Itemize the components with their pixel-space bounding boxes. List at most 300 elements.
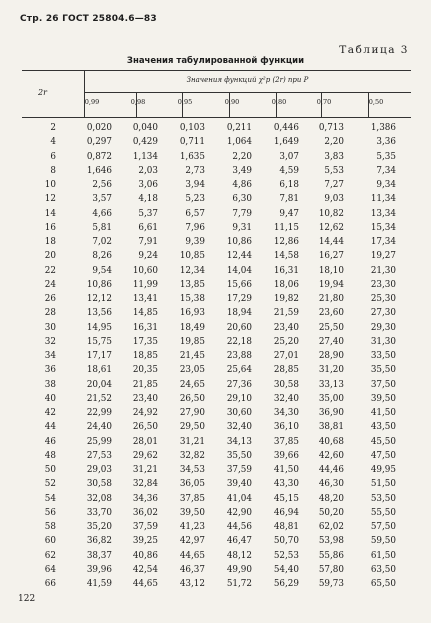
cell-value: 34,30 xyxy=(273,408,299,418)
cell-value: 0,297 xyxy=(86,137,112,148)
cell-value: 18,49 xyxy=(179,322,205,333)
cell-value: 16,93 xyxy=(179,308,205,319)
table-row xyxy=(0,535,431,547)
cell-value: 27,30 xyxy=(370,308,396,319)
cell-value: 21,85 xyxy=(132,379,158,390)
p-value-header: 0,99 xyxy=(84,98,100,106)
cell-value: 30,58 xyxy=(273,379,299,390)
cell-value: 33,70 xyxy=(86,507,112,518)
cell-value: 45,15 xyxy=(273,493,299,504)
cell-value: 16,27 xyxy=(318,251,344,262)
cell-value: 0,446 xyxy=(273,123,299,133)
cell-value: 9,24 xyxy=(138,251,158,262)
cell-value: 6,61 xyxy=(138,222,158,233)
p-value-header: 0,90 xyxy=(224,98,240,106)
cell-value: 55,50 xyxy=(370,507,396,518)
cell-value: 16,31 xyxy=(132,322,158,333)
cell-2r: 38 xyxy=(44,379,56,390)
cell-value: 25,99 xyxy=(86,436,112,447)
header-divider xyxy=(84,92,411,93)
cell-value: 24,40 xyxy=(86,422,112,433)
cell-value: 41,59 xyxy=(86,579,112,589)
p-value-header: 0,70 xyxy=(316,98,332,106)
cell-value: 39,96 xyxy=(86,564,112,575)
cell-value: 37,59 xyxy=(132,522,158,532)
cell-value: 50,20 xyxy=(318,507,344,518)
cell-value: 15,34 xyxy=(370,222,396,233)
cell-2r: 24 xyxy=(44,279,56,290)
table-row xyxy=(0,550,431,562)
cell-value: 37,85 xyxy=(179,493,205,504)
cell-2r: 22 xyxy=(44,265,56,276)
table-row xyxy=(0,208,431,220)
table-row xyxy=(0,293,431,305)
table-title: Значения табулированной функции xyxy=(126,56,305,66)
cell-value: 2,73 xyxy=(185,165,205,176)
cell-value: 21,52 xyxy=(86,393,112,404)
cell-value: 2,20 xyxy=(232,151,252,162)
cell-value: 14,95 xyxy=(86,322,112,333)
cell-value: 25,20 xyxy=(273,336,299,347)
cell-2r: 60 xyxy=(44,536,56,547)
cell-value: 5,81 xyxy=(92,222,112,233)
cell-value: 7,79 xyxy=(232,208,252,219)
cell-value: 19,94 xyxy=(318,279,344,290)
cell-value: 27,53 xyxy=(86,450,112,461)
table-top-rule xyxy=(22,70,411,71)
cell-value: 15,38 xyxy=(179,294,205,304)
cell-value: 31,30 xyxy=(370,336,396,347)
cell-2r: 36 xyxy=(44,365,56,376)
cell-value: 2,56 xyxy=(92,180,112,190)
cell-value: 28,85 xyxy=(273,365,299,376)
p-value-header: 0,50 xyxy=(368,98,384,106)
cell-value: 17,29 xyxy=(226,294,252,304)
cell-value: 28,90 xyxy=(318,351,344,361)
cell-value: 63,50 xyxy=(370,564,396,575)
cell-value: 5,37 xyxy=(138,208,158,219)
table-row xyxy=(0,407,431,419)
cell-value: 43,50 xyxy=(370,422,396,433)
table-row xyxy=(0,393,431,405)
cell-2r: 10 xyxy=(44,180,56,190)
cell-value: 0,020 xyxy=(86,123,112,133)
cell-value: 38,81 xyxy=(318,422,344,433)
cell-value: 1,386 xyxy=(370,123,396,133)
cell-value: 20,60 xyxy=(226,322,252,333)
cell-value: 53,98 xyxy=(318,536,344,547)
cell-value: 47,50 xyxy=(370,450,396,461)
cell-2r: 18 xyxy=(44,237,56,247)
cell-value: 18,85 xyxy=(132,351,158,361)
table-label: Таблица 3 xyxy=(339,44,409,56)
cell-value: 18,06 xyxy=(273,279,299,290)
cell-value: 23,40 xyxy=(273,322,299,333)
cell-value: 44,65 xyxy=(132,579,158,589)
cell-value: 43,12 xyxy=(179,579,205,589)
cell-value: 21,45 xyxy=(179,351,205,361)
cell-value: 17,34 xyxy=(370,237,396,247)
cell-value: 34,36 xyxy=(132,493,158,504)
cell-value: 23,05 xyxy=(179,365,205,376)
cell-value: 11,15 xyxy=(273,222,299,233)
cell-value: 21,30 xyxy=(370,265,396,276)
cell-value: 33,50 xyxy=(370,351,396,361)
cell-value: 30,60 xyxy=(226,408,252,418)
cell-value: 49,95 xyxy=(370,465,396,475)
table-row xyxy=(0,122,431,134)
cell-value: 0,103 xyxy=(179,123,205,133)
cell-value: 10,86 xyxy=(226,237,252,247)
cell-value: 44,65 xyxy=(179,550,205,561)
cell-value: 44,46 xyxy=(318,465,344,475)
cell-value: 2,20 xyxy=(324,137,344,148)
cell-value: 10,60 xyxy=(132,265,158,276)
cell-value: 42,60 xyxy=(318,450,344,461)
cell-value: 11,34 xyxy=(370,194,396,205)
cell-value: 19,85 xyxy=(179,336,205,347)
cell-value: 12,62 xyxy=(318,222,344,233)
table-row xyxy=(0,464,431,476)
cell-value: 15,66 xyxy=(226,279,252,290)
cell-value: 29,10 xyxy=(226,393,252,404)
cell-value: 35,20 xyxy=(86,522,112,532)
cell-value: 10,82 xyxy=(318,208,344,219)
cell-value: 23,40 xyxy=(132,393,158,404)
table-row xyxy=(0,364,431,376)
cell-value: 33,13 xyxy=(318,379,344,390)
table-row xyxy=(0,578,431,590)
cell-value: 7,91 xyxy=(138,237,158,247)
cell-value: 31,21 xyxy=(179,436,205,447)
cell-value: 41,50 xyxy=(273,465,299,475)
cell-value: 27,36 xyxy=(226,379,252,390)
cell-value: 49,90 xyxy=(226,564,252,575)
cell-value: 12,86 xyxy=(273,237,299,247)
table-row xyxy=(0,564,431,576)
cell-value: 14,85 xyxy=(132,308,158,319)
cell-2r: 32 xyxy=(44,336,56,347)
cell-value: 17,17 xyxy=(86,351,112,361)
cell-value: 26,50 xyxy=(179,393,205,404)
cell-value: 14,04 xyxy=(226,265,252,276)
cell-value: 9,31 xyxy=(232,222,252,233)
cell-value: 51,72 xyxy=(226,579,252,589)
cell-value: 0,040 xyxy=(132,123,158,133)
cell-value: 17,35 xyxy=(132,336,158,347)
cell-value: 13,34 xyxy=(370,208,396,219)
table-row xyxy=(0,421,431,433)
cell-value: 59,73 xyxy=(318,579,344,589)
cell-value: 54,40 xyxy=(273,564,299,575)
column-group-header: Значения функций χ²p (2r) при P xyxy=(186,76,309,84)
cell-value: 29,62 xyxy=(132,450,158,461)
table-row xyxy=(0,236,431,248)
cell-value: 10,85 xyxy=(179,251,205,262)
cell-value: 22,99 xyxy=(86,408,112,418)
cell-value: 39,25 xyxy=(132,536,158,547)
cell-value: 32,82 xyxy=(179,450,205,461)
cell-value: 61,50 xyxy=(370,550,396,561)
cell-value: 51,50 xyxy=(370,479,396,490)
cell-value: 2,03 xyxy=(138,165,158,176)
cell-value: 0,429 xyxy=(132,137,158,148)
cell-value: 32,40 xyxy=(273,393,299,404)
cell-value: 12,12 xyxy=(86,294,112,304)
cell-value: 20,04 xyxy=(86,379,112,390)
table-row xyxy=(0,322,431,334)
cell-value: 3,49 xyxy=(232,165,252,176)
cell-value: 20,35 xyxy=(132,365,158,376)
cell-value: 22,18 xyxy=(226,336,252,347)
cell-value: 59,50 xyxy=(370,536,396,547)
cell-value: 21,59 xyxy=(273,308,299,319)
table-row xyxy=(0,450,431,462)
cell-value: 14,44 xyxy=(318,237,344,247)
cell-value: 28,01 xyxy=(132,436,158,447)
cell-2r: 28 xyxy=(44,308,56,319)
table-row xyxy=(0,165,431,177)
table-row xyxy=(0,279,431,291)
cell-value: 36,02 xyxy=(132,507,158,518)
cell-value: 24,92 xyxy=(132,408,158,418)
cell-value: 48,81 xyxy=(273,522,299,532)
cell-value: 27,90 xyxy=(179,408,205,418)
cell-value: 13,56 xyxy=(86,308,112,319)
table-row xyxy=(0,307,431,319)
cell-2r: 46 xyxy=(44,436,56,447)
cell-value: 12,44 xyxy=(226,251,252,262)
cell-2r: 52 xyxy=(44,479,56,490)
cell-value: 42,54 xyxy=(132,564,158,575)
cell-value: 32,08 xyxy=(86,493,112,504)
cell-value: 40,68 xyxy=(318,436,344,447)
cell-value: 0,711 xyxy=(179,137,205,148)
cell-2r: 20 xyxy=(44,251,56,262)
cell-value: 29,50 xyxy=(179,422,205,433)
cell-value: 19,82 xyxy=(273,294,299,304)
cell-2r: 58 xyxy=(44,522,56,532)
cell-value: 32,84 xyxy=(132,479,158,490)
cell-value: 3,06 xyxy=(138,180,158,190)
table-row xyxy=(0,336,431,348)
page-number: 122 xyxy=(18,594,36,604)
cell-value: 37,59 xyxy=(226,465,252,475)
cell-2r: 56 xyxy=(44,507,56,518)
cell-value: 27,01 xyxy=(273,351,299,361)
cell-value: 62,02 xyxy=(318,522,344,532)
cell-value: 4,86 xyxy=(232,180,252,190)
cell-2r: 62 xyxy=(44,550,56,561)
cell-value: 42,90 xyxy=(226,507,252,518)
table-row xyxy=(0,436,431,448)
cell-value: 38,37 xyxy=(86,550,112,561)
cell-value: 1,134 xyxy=(132,151,158,162)
cell-value: 44,56 xyxy=(226,522,252,532)
cell-value: 15,75 xyxy=(86,336,112,347)
cell-value: 0,211 xyxy=(226,123,252,133)
cell-2r: 14 xyxy=(44,208,56,219)
cell-value: 45,50 xyxy=(370,436,396,447)
cell-2r: 44 xyxy=(44,422,56,433)
cell-value: 42,97 xyxy=(179,536,205,547)
cell-value: 3,83 xyxy=(324,151,344,162)
cell-value: 8,26 xyxy=(92,251,112,262)
cell-value: 4,18 xyxy=(138,194,158,205)
cell-value: 24,65 xyxy=(179,379,205,390)
cell-value: 1,646 xyxy=(86,165,112,176)
cell-value: 36,10 xyxy=(273,422,299,433)
cell-value: 29,30 xyxy=(370,322,396,333)
cell-value: 52,53 xyxy=(273,550,299,561)
cell-2r: 26 xyxy=(44,294,56,304)
cell-value: 0,713 xyxy=(318,123,344,133)
cell-value: 46,47 xyxy=(226,536,252,547)
cell-value: 9,54 xyxy=(92,265,112,276)
cell-2r: 12 xyxy=(44,194,56,205)
table-row xyxy=(0,151,431,163)
cell-value: 31,20 xyxy=(318,365,344,376)
column-header-2r: 2r xyxy=(38,88,47,97)
cell-value: 43,30 xyxy=(273,479,299,490)
cell-value: 31,21 xyxy=(132,465,158,475)
cell-2r: 8 xyxy=(50,165,56,176)
cell-value: 25,64 xyxy=(226,365,252,376)
cell-value: 9,47 xyxy=(279,208,299,219)
cell-2r: 34 xyxy=(44,351,56,361)
cell-value: 57,80 xyxy=(318,564,344,575)
table-row xyxy=(0,222,431,234)
cell-value: 3,57 xyxy=(92,194,112,205)
table-row xyxy=(0,179,431,191)
table-row xyxy=(0,507,431,519)
cell-2r: 4 xyxy=(50,137,56,148)
cell-value: 65,50 xyxy=(370,579,396,589)
cell-value: 46,37 xyxy=(179,564,205,575)
cell-value: 32,40 xyxy=(226,422,252,433)
cell-value: 29,03 xyxy=(86,465,112,475)
cell-value: 25,30 xyxy=(370,294,396,304)
cell-2r: 2 xyxy=(50,123,56,133)
cell-value: 5,23 xyxy=(185,194,205,205)
cell-value: 36,82 xyxy=(86,536,112,547)
cell-value: 12,34 xyxy=(179,265,205,276)
cell-value: 14,58 xyxy=(273,251,299,262)
cell-value: 3,36 xyxy=(376,137,396,148)
cell-value: 57,50 xyxy=(370,522,396,532)
cell-value: 1,635 xyxy=(179,151,205,162)
cell-value: 46,94 xyxy=(273,507,299,518)
cell-2r: 54 xyxy=(44,493,56,504)
cell-value: 0,872 xyxy=(86,151,112,162)
cell-value: 41,04 xyxy=(226,493,252,504)
cell-value: 55,86 xyxy=(318,550,344,561)
cell-value: 48,20 xyxy=(318,493,344,504)
cell-value: 48,12 xyxy=(226,550,252,561)
cell-value: 7,34 xyxy=(376,165,396,176)
table-header-bottom-rule xyxy=(22,117,411,118)
cell-value: 6,57 xyxy=(185,208,205,219)
table-row xyxy=(0,250,431,262)
cell-value: 53,50 xyxy=(370,493,396,504)
cell-2r: 50 xyxy=(44,465,56,475)
cell-value: 3,07 xyxy=(279,151,299,162)
cell-value: 7,27 xyxy=(324,180,344,190)
cell-value: 18,61 xyxy=(86,365,112,376)
cell-2r: 64 xyxy=(44,564,56,575)
cell-value: 34,53 xyxy=(179,465,205,475)
cell-value: 21,80 xyxy=(318,294,344,304)
cell-value: 10,86 xyxy=(86,279,112,290)
table-row xyxy=(0,521,431,533)
cell-value: 39,40 xyxy=(226,479,252,490)
cell-value: 23,30 xyxy=(370,279,396,290)
cell-value: 40,86 xyxy=(132,550,158,561)
cell-value: 41,50 xyxy=(370,408,396,418)
cell-2r: 66 xyxy=(44,579,56,589)
cell-value: 11,99 xyxy=(132,279,158,290)
table-row xyxy=(0,379,431,391)
cell-value: 35,50 xyxy=(370,365,396,376)
cell-value: 18,10 xyxy=(318,265,344,276)
cell-value: 19,27 xyxy=(370,251,396,262)
table-row xyxy=(0,350,431,362)
cell-value: 37,50 xyxy=(370,379,396,390)
cell-2r: 48 xyxy=(44,450,56,461)
page-header: Стр. 26 ГОСТ 25804.6—83 xyxy=(20,14,157,24)
cell-value: 7,02 xyxy=(92,237,112,247)
cell-value: 39,50 xyxy=(179,507,205,518)
cell-value: 27,40 xyxy=(318,336,344,347)
cell-value: 4,59 xyxy=(279,165,299,176)
table-row xyxy=(0,136,431,148)
cell-value: 26,50 xyxy=(132,422,158,433)
cell-value: 1,064 xyxy=(226,137,252,148)
table-row xyxy=(0,493,431,505)
p-value-header: 0,95 xyxy=(177,98,193,106)
cell-value: 25,50 xyxy=(318,322,344,333)
cell-value: 56,29 xyxy=(273,579,299,589)
cell-value: 39,66 xyxy=(273,450,299,461)
cell-value: 36,05 xyxy=(179,479,205,490)
cell-value: 35,50 xyxy=(226,450,252,461)
cell-value: 6,30 xyxy=(232,194,252,205)
cell-2r: 42 xyxy=(44,408,56,418)
cell-value: 5,35 xyxy=(376,151,396,162)
cell-value: 18,94 xyxy=(226,308,252,319)
cell-2r: 16 xyxy=(44,222,56,233)
cell-2r: 30 xyxy=(44,322,56,333)
cell-value: 4,66 xyxy=(92,208,112,219)
cell-value: 37,85 xyxy=(273,436,299,447)
cell-value: 41,23 xyxy=(179,522,205,532)
cell-value: 39,50 xyxy=(370,393,396,404)
table-row xyxy=(0,478,431,490)
cell-value: 1,649 xyxy=(273,137,299,148)
cell-value: 7,81 xyxy=(279,194,299,205)
table-row xyxy=(0,193,431,205)
p-value-header: 0,80 xyxy=(271,98,287,106)
cell-value: 3,94 xyxy=(185,180,205,190)
cell-value: 36,90 xyxy=(318,408,344,418)
cell-value: 35,00 xyxy=(318,393,344,404)
cell-value: 23,60 xyxy=(318,308,344,319)
cell-value: 23,88 xyxy=(226,351,252,361)
cell-value: 9,34 xyxy=(376,180,396,190)
cell-value: 9,39 xyxy=(185,237,205,247)
cell-value: 7,96 xyxy=(185,222,205,233)
cell-value: 16,31 xyxy=(273,265,299,276)
